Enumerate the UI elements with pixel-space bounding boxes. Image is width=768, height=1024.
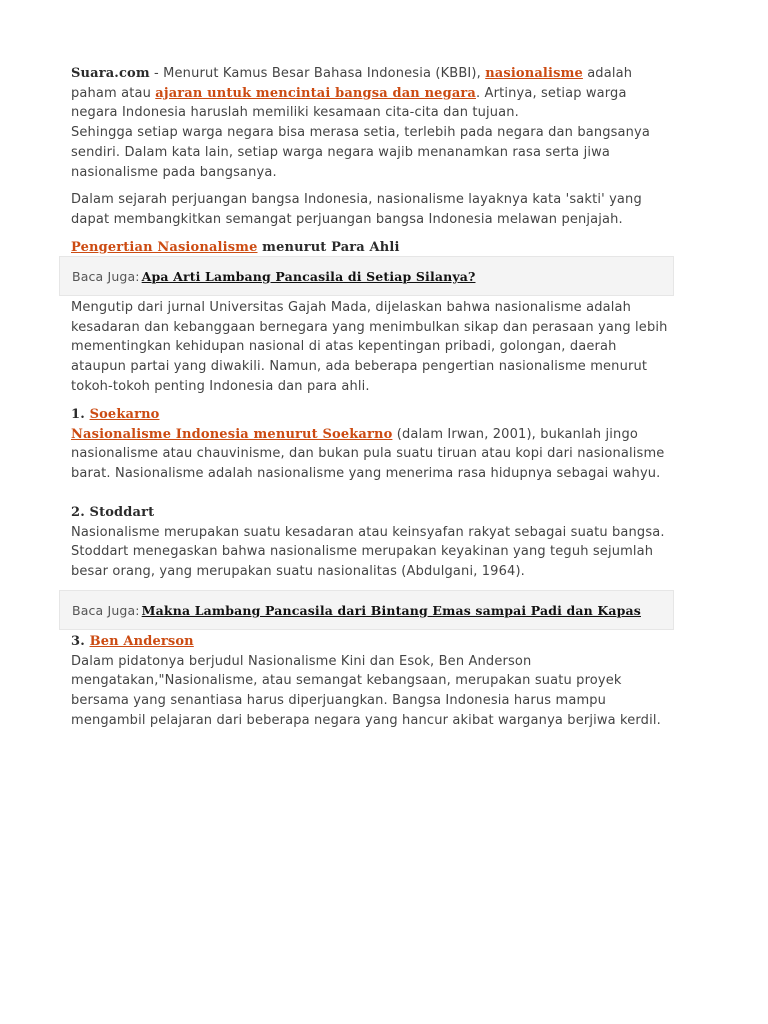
intro-text-4: Sehingga setiap warga negara bisa merasa setia, terlebih pada negara dan bangsanya sendiri. Dalam kata lain, setiap warga negara wajib menanamkan rasa serta jiwa nasionalisme pada bangsanya. — [71, 125, 651, 180]
expert-stoddart — [71, 503, 671, 582]
stoddart-heading: 2. Stoddart — [71, 505, 155, 520]
related-article-link-1[interactable]: Apa Arti Lambang Pancasila di Setiap Silanya? — [141, 268, 476, 284]
ugm-paragraph: Mengutip dari jurnal Universitas Gajah Mada, dijelaskan bahwa nasionalisme adalah kesadaran dan kebanggaan bernegara yang menimbulkan sikap dan perasaan yang lebih mementingkan kehidupan nasional di atas kepentingan pribadi, golongan, daerah ataupun partai yang diwakili. Namun, ada beberapa pengertian nasionalisme menurut tokoh-tokoh penting Indonesia dan para ahli. — [71, 300, 668, 394]
pengertian-nasionalisme-link[interactable]: Pengertian Nasionalisme — [71, 240, 258, 255]
related-article-link-2[interactable]: Makna Lambang Pancasila dari Bintang Emas sampai Padi dan Kapas — [141, 602, 641, 618]
intro-text-2: adalah paham atau — [71, 66, 633, 101]
history-paragraph: Dalam sejarah perjuangan bangsa Indonesia, nasionalisme layaknya kata 'sakti' yang dapat membangkitkan semangat perjuangan bangsa Indonesia melawan penjajah. — [71, 192, 642, 227]
ben-anderson-link[interactable]: Ben Anderson — [89, 634, 194, 649]
ajaran-link[interactable]: ajaran untuk mencintai bangsa dan negara — [155, 85, 476, 101]
section-heading-rest: menurut Para Ahli — [257, 240, 400, 255]
baca-juga-label: Baca Juga: — [72, 602, 140, 618]
anderson-text: Dalam pidatonya berjudul Nasionalisme Kini dan Esok, Ben Anderson mengatakan,"Nasionalisme, atau semangat kebangsaan, merupakan suatu proyek bersama yang senantiasa harus diperjuangkan. Bangsa Indonesia harus mampu mengambil pelajaran dari beberapa negara yang hancur akibat warganya berjiwa kerdil. — [71, 653, 661, 728]
soekarno-text: (dalam Irwan, 2001), bukanlah jingo nasionalisme atau chauvinisme, dan bukan pula suatu tiruan atau kopi dari nasionalisme barat. Nasionalisme adalah nasionalisme yang menerima rasa hidupnya sebagai wahyu. — [71, 426, 665, 482]
intro-text-1: - Menurut Kamus Besar Bahasa Indonesia (KBBI), — [149, 66, 486, 81]
baca-juga-label: Baca Juga: — [72, 268, 140, 284]
expert-soekarno — [71, 405, 671, 484]
source-label: Suara.com — [71, 66, 150, 81]
section-heading — [71, 238, 671, 258]
expert-number: 1. — [71, 407, 90, 422]
related-article-box-2 — [59, 590, 674, 630]
nasionalisme-soekarno-link[interactable]: Nasionalisme Indonesia menurut Soekarno — [71, 426, 393, 442]
related-article-box-1 — [59, 256, 674, 296]
stoddart-text: Nasionalisme merupakan suatu kesadaran atau keinsyafan rakyat sebagai suatu bangsa. Stoddart menegaskan bahwa nasionalisme merupakan keyakinan yang teguh sejumlah besar orang, yang merupakan suatu nasionalitas (Abdulgani, 1964). — [71, 524, 665, 580]
intro-text-3: . Artinya, setiap warga negara Indonesia haruslah memiliki kesamaan cita-cita dan tujuan. — [71, 85, 627, 121]
intro-paragraph — [71, 64, 671, 182]
expert-number: 3. — [71, 634, 90, 649]
nasionalisme-link[interactable]: nasionalisme — [485, 66, 583, 81]
expert-anderson — [71, 632, 671, 731]
soekarno-link[interactable]: Soekarno — [89, 407, 160, 422]
